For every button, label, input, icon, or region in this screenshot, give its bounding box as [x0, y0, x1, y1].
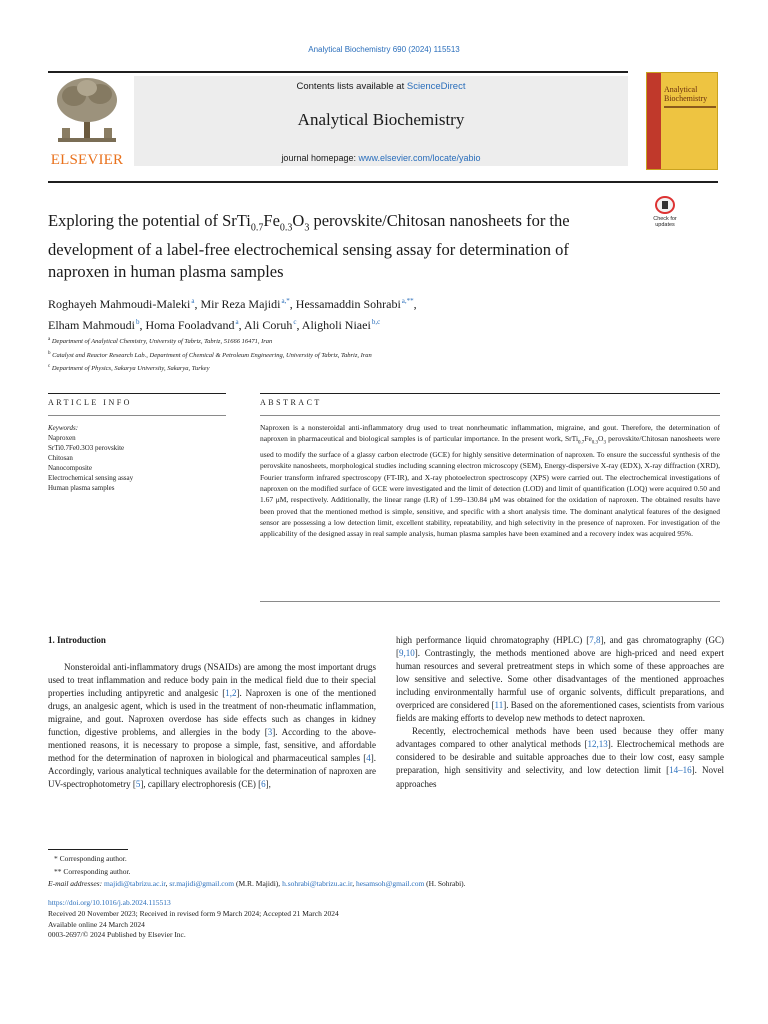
cover-divider — [664, 106, 716, 108]
affiliation-item — [48, 348, 648, 362]
abstract-heading: ABSTRACT — [260, 398, 322, 407]
author-name[interactable]: Hessamaddin Sohrabi — [295, 297, 401, 311]
email-link[interactable]: h.sohrabi@tabrizu.ac.ir — [282, 879, 353, 888]
footnote-corresponding-2: ** Corresponding author. — [54, 866, 131, 876]
body-text: ], and gas chromatography (GC) [ — [396, 635, 724, 659]
citation-link[interactable]: 1,2 — [225, 688, 237, 699]
body-text: ], — [265, 779, 271, 790]
author-name[interactable]: Homa Fooladvand — [145, 318, 235, 332]
check-updates-line-1: Check for — [653, 216, 677, 222]
keyword-item: Chitosan — [48, 454, 73, 462]
abstract-text-after: perovskite/Chitosan nanosheets were used to modify the surface of a glassy carbon electrode (GCE) for highly sensitive determination of naproxen. To ensure the successful synthesis of the perovskite nanosheets, morphological studies including scanning electron microscopy (SEM), Energy-dispersive X-ray (EDX), X-ray diffraction (XRD), Fourier transform infrared spectroscopy (FT-IR), and X-ray photoelectron spectroscopy (XPS) were carried out. The electrochemical investigations of naproxen on the modified surface of GCE were investigated and the limit of detection (LOD) and limit of quantification (LOQ) were acquired 0.50 and 1.67 μM, respectively. Additionally, the linear range (LR) of 1.99–130.84 μM was obtained for the oxidation of naproxen. The obtained results have been proved that the mentioned method is simple, sensitive, and specific with a short analysis time. The dominant analytical features of the designed sensor are possessing a low detection limit, excellent stability, repeatability, and high selectivity in the presence of naproxen. For investigation of the applicability of the designed assay in real sample analysis, human plasma samples have been examined and a recovery index was acquired 95%. — [260, 434, 720, 539]
footnotes — [48, 853, 728, 891]
cover-strip — [647, 73, 661, 169]
journal-homepage — [134, 153, 628, 163]
abstract-mid-1: Fe — [584, 434, 592, 444]
doi-link[interactable]: https://doi.org/10.1016/j.ab.2024.115513 — [48, 898, 171, 907]
body-text: ]. Contrastingly, the methods mentioned above are high-priced and need expert human resources and several pretreatment steps in which some of these approaches are low sensitive and selective. Some other disadvantages of the mentioned approaches including environmentally harmful use of organic solvents, difficult preparations, and overpriced are considered [ — [396, 648, 724, 711]
journal-citation[interactable]: Analytical Biochemistry 690 (2024) 115513 — [308, 45, 460, 54]
body-text: ]. Novel approaches — [396, 765, 724, 789]
article-info-top-rule — [48, 393, 226, 394]
body-paragraph — [48, 661, 376, 791]
body-text: ]. According to the above-mentioned reasons, it is necessary to propose a simple, fast, sensitive, and affordable method for the determination of naproxen in biological and pharmaceutical samples [ — [48, 727, 376, 764]
title-sub-2: 0.3 — [279, 222, 293, 234]
keyword-item: SrTi0.7Fe0.3O3 perovskite — [48, 444, 125, 452]
email-owner: (H. Sohrabi). — [424, 879, 466, 888]
journal-banner — [134, 76, 628, 166]
author-separator: , — [289, 297, 296, 311]
sciencedirect-link[interactable]: ScienceDirect — [406, 81, 466, 92]
keyword-item: Nanocomposite — [48, 464, 92, 472]
body-paragraph — [396, 725, 724, 790]
affiliation-item — [48, 361, 648, 375]
citation-link[interactable]: 11 — [494, 700, 504, 711]
affiliation-text: Catalyst and Reactor Research Lab., Department of Chemical & Petroleum Engineering, University of Tabriz, Tabriz, Iran — [52, 351, 372, 359]
author-list — [48, 292, 628, 334]
abstract-mid-2: O — [598, 434, 604, 444]
author-affiliation-mark[interactable]: a — [191, 297, 195, 305]
journal-homepage-link[interactable]: www.elsevier.com/locate/yabio — [358, 153, 481, 163]
email-addresses: E-mail addresses: majidi@tabrizu.ac.ir, sr.majidi@gmail.com (M.R. Majidi), h.sohrabi@tabrizu.ac.ir, hesamsoh@gmail.com (H. Sohrabi). — [48, 879, 466, 888]
email-link[interactable]: majidi@tabrizu.ac.ir — [103, 879, 166, 888]
email-owner: (M.R. Majidi), — [234, 879, 283, 888]
affiliation-text: Department of Physics, Sakarya University, Sakarya, Turkey — [51, 365, 210, 373]
author-name[interactable]: Ali Coruh — [243, 318, 293, 332]
author-separator: , — [139, 318, 146, 332]
title-sub-1: 0.7 — [250, 222, 264, 234]
abstract-bottom-rule — [260, 601, 720, 602]
body-paragraph — [396, 634, 724, 725]
body-text: ], capillary electrophoresis (CE) [ — [140, 779, 262, 790]
affiliation-mark: a — [48, 337, 51, 342]
check-updates-label — [645, 216, 685, 228]
citation-link[interactable]: 9,10 — [399, 648, 415, 659]
affiliation-list — [48, 334, 648, 375]
author-separator: , — [413, 297, 417, 311]
title-part-2: Fe — [263, 211, 280, 230]
publication-info — [48, 898, 728, 941]
cover-title: Analytical Biochemistry — [664, 85, 708, 103]
title-part-1: Exploring the potential of SrTi — [48, 211, 251, 230]
body-text: Nonsteroidal anti-inflammatory drugs (NSAIDs) are among the most important drugs used to treat inflammation and reduce body pain in the medical field due to their special properties including antipyretic and analgesic [ — [48, 662, 376, 699]
citation-link[interactable]: 6 — [261, 779, 266, 790]
author-name[interactable]: Aligholi Niaei — [301, 318, 371, 332]
author-separator: , — [238, 318, 244, 332]
elsevier-tree-icon — [54, 76, 120, 146]
abstract-text — [260, 422, 720, 539]
abstract-sub-1: 0.7 — [578, 440, 585, 446]
abstract-top-rule — [260, 393, 720, 394]
abstract-sub-rule — [260, 415, 720, 416]
contents-prefix: Contents lists available at — [296, 81, 407, 92]
masthead-bottom-rule — [48, 181, 718, 183]
keywords-label: Keywords: — [48, 424, 79, 432]
email-link[interactable]: hesamsoh@gmail.com — [355, 879, 425, 888]
citation-link[interactable]: 5 — [135, 779, 141, 790]
body-column-left — [48, 661, 376, 791]
check-updates-line-2: updates — [655, 222, 675, 228]
author-affiliation-mark[interactable]: a,** — [401, 297, 414, 305]
elsevier-logo[interactable] — [48, 76, 126, 168]
affiliation-mark: b — [48, 350, 51, 356]
body-text: ]. Naproxen is one of the mentioned drugs, an analgesic agent, which is used in the treatment of non-rheumatic inflammation, migraine, and gout. Naproxen overdose has side effects such as changes in kidney function, digestive problems, and allergies in the body [ — [48, 688, 376, 738]
title-part-3: O — [292, 211, 305, 230]
contents-availability — [134, 81, 628, 92]
article-title — [48, 210, 618, 283]
keywords-block — [48, 423, 248, 493]
citation-link[interactable]: 3 — [267, 727, 273, 738]
affiliation-mark: c — [48, 364, 51, 370]
author-affiliation-mark[interactable]: b,c — [371, 318, 381, 326]
copyright-line: 0003-2697/© 2024 Published by Elsevier Inc. — [48, 930, 186, 940]
keyword-item: Naproxen — [48, 434, 76, 442]
check-for-updates-button[interactable] — [645, 196, 685, 232]
body-text: ]. Accordingly, various analytical techniques available for the determination of naproxen are UV-spectrophotometry [ — [48, 753, 376, 790]
available-online-date: Available online 24 March 2024 — [48, 919, 145, 929]
affiliation-text: Department of Analytical Chemistry, University of Tabriz, Tabriz, 51666 16471, Iran — [51, 338, 273, 346]
keyword-item: Electrochemical sensing assay — [48, 474, 134, 482]
citation-link[interactable]: 12,13 — [587, 739, 608, 750]
body-text: high performance liquid chromatography (HPLC) [ — [396, 635, 590, 645]
masthead — [48, 72, 628, 170]
affiliation-item — [48, 334, 648, 348]
author-name[interactable]: Mir Reza Majidi — [200, 297, 281, 311]
homepage-prefix: journal homepage: — [281, 153, 359, 163]
author-affiliation-mark[interactable]: c — [293, 318, 297, 326]
email-link[interactable]: sr.majidi@gmail.com — [169, 879, 235, 888]
citation-link[interactable]: 7,8 — [589, 635, 601, 645]
title-part-4: perovskite/Chitosan nanosheets for the development of a label-free electrochemical sensing assay for determination of naproxen in human plasma samples — [48, 211, 570, 282]
citation-link[interactable]: 4 — [366, 753, 371, 764]
abstract-text-before: Naproxen is a nonsteroidal anti-inflammatory drug used to treat nonrheumatic inflammation, migraine, and gout. Therefore, the determination of naproxen in pharmaceutical and biological samples is of particular importance. In the present work, SrTi — [260, 423, 720, 444]
footnote-rule — [48, 849, 128, 850]
check-updates-icon — [655, 196, 675, 214]
email-label: E-mail addresses: — [48, 879, 103, 888]
body-column-right — [396, 634, 724, 791]
elsevier-wordmark: ELSEVIER — [50, 152, 124, 168]
citation-link[interactable]: 14–16 — [669, 765, 692, 776]
author-separator: , — [296, 318, 302, 332]
article-info-sub-rule — [48, 415, 226, 416]
body-text: ]. Electrochemical methods are considered to be desirable and suitable approaches due to their low cost, easy sample preparation, high sensitivity and selectivity, and low detection limit [ — [396, 739, 724, 776]
received-dates: Received 20 November 2023; Received in revised form 9 March 2024; Accepted 21 March 2024 — [48, 908, 339, 918]
keyword-item: Human plasma samples — [48, 484, 115, 492]
author-separator: , — [194, 297, 201, 311]
journal-name: Analytical Biochemistry — [297, 110, 465, 129]
author-name[interactable]: Roghayeh Mahmoudi-Maleki — [48, 297, 191, 311]
footnote-corresponding-1: * Corresponding author. — [54, 854, 127, 863]
journal-cover-thumbnail[interactable] — [646, 72, 718, 170]
author-affiliation-mark[interactable]: a,* — [281, 297, 290, 305]
body-text: ]. Based on the aforementioned cases, scientists from various fields are making efforts to develop new methods to detect naproxen. — [396, 700, 725, 724]
abstract-sub-3: 3 — [603, 440, 606, 446]
abstract-sub-2: 0.3 — [591, 440, 599, 446]
author-affiliation-mark[interactable]: a — [235, 318, 239, 326]
article-info-heading: ARTICLE INFO — [48, 398, 132, 407]
section-heading-introduction: 1. Introduction — [48, 635, 106, 645]
title-sub-3: 3 — [304, 222, 310, 234]
author-name[interactable]: Elham Mahmoudi — [48, 318, 135, 332]
author-affiliation-mark[interactable]: b — [136, 318, 140, 326]
body-text: Recently, electrochemical methods have been used because they offer many advantages compared to other analytical methods [ — [396, 726, 724, 750]
